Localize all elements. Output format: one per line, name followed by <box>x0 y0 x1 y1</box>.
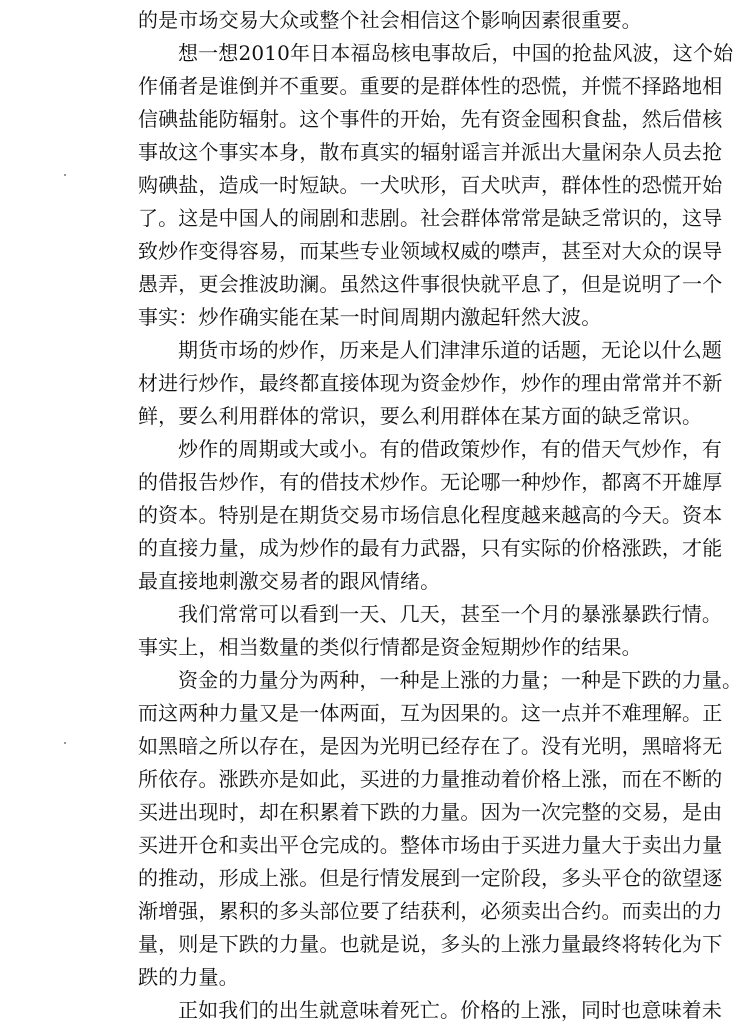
text-line: 如黑暗之所以存在，是因为光明已经存在了。没有光明，黑暗将无 <box>138 734 723 758</box>
text-line: 事故这个事实本身，散布真实的辐射谣言并派出大量闲杂人员去抢 <box>138 140 723 164</box>
text-line: 作俑者是谁倒并不重要。重要的是群体性的恐慌，并慌不择路地相 <box>138 74 723 98</box>
text-line: 致炒作变得容易，而某些专业领域权威的噤声，甚至对大众的误导 <box>138 239 723 263</box>
text-line: 的资本。特别是在期货交易市场信息化程度越来越高的今天。资本 <box>138 503 723 527</box>
text-line: 鲜，要么利用群体的常识，要么利用群体在某方面的缺乏常识。 <box>138 404 703 428</box>
text-line: 而这两种力量又是一体两面，互为因果的。这一点并不难理解。正 <box>138 701 723 725</box>
text-line: 了。这是中国人的闹剧和悲剧。社会群体常常是缺乏常识的，这导 <box>138 206 723 230</box>
text-line: 买进开仓和卖出平仓完成的。整体市场由于买进力量大于卖出力量 <box>138 833 723 857</box>
text-line: 购碘盐，造成一时短缺。一犬吠形，百犬吠声，群体性的恐慌开始 <box>138 173 723 197</box>
text-line: 买进出现时，却在积累着下跌的力量。因为一次完整的交易，是由 <box>138 800 723 824</box>
text-line: 跌的力量。 <box>138 965 239 989</box>
paragraph-first-line: 想一想2010年日本福岛核电事故后，中国的抢盐风波，这个始 <box>178 41 734 65</box>
paragraph-first-line: 我们常常可以看到一天、几天，甚至一个月的暴涨暴跌行情。 <box>178 602 723 626</box>
text-line: 的借报告炒作，有的借技术炒作。无论哪一种炒作，都离不开雄厚 <box>138 470 723 494</box>
text-line: 的直接力量，成为炒作的最有力武器，只有实际的价格涨跌，才能 <box>138 536 723 560</box>
text-line: 材进行炒作，最终都直接体现为资金炒作，炒作的理由常常并不新 <box>138 371 723 395</box>
text-line: 事实：炒作确实能在某一时间周期内激起轩然大波。 <box>138 305 602 329</box>
text-line: 渐增强，累积的多头部位要了结获利，必须卖出合约。而卖出的力 <box>138 899 723 923</box>
paragraph-first-line: 期货市场的炒作，历来是人们津津乐道的话题，无论以什么题 <box>178 338 723 362</box>
text-line: 事实上，相当数量的类似行情都是资金短期炒作的结果。 <box>138 635 642 659</box>
text-line: 所依存。涨跌亦是如此，买进的力量推动着价格上涨，而在不断的 <box>138 767 723 791</box>
text-line: 信碘盐能防辐射。这个事件的开始，先有资金囤积食盐，然后借核 <box>138 107 723 131</box>
text-line: 最直接地刺激交易者的跟风情绪。 <box>138 569 441 593</box>
text-line: 量，则是下跌的力量。也就是说，多头的上涨力量最终将转化为下 <box>138 932 723 956</box>
margin-dot <box>64 742 66 744</box>
paragraph-first-line: 资金的力量分为两种，一种是上涨的力量；一种是下跌的力量。 <box>178 668 742 692</box>
text-line: 愚弄，更会推波助澜。虽然这件事很快就平息了，但是说明了一个 <box>138 272 723 296</box>
margin-dot <box>64 174 66 176</box>
text-line: 的推动，形成上涨。但是行情发展到一定阶段，多头平仓的欲望逐 <box>138 866 723 890</box>
paragraph-first-line: 正如我们的出生就意味着死亡。价格的上涨，同时也意味着未 <box>178 998 723 1022</box>
paragraph-first-line: 炒作的周期或大或小。有的借政策炒作，有的借天气炒作，有 <box>178 437 723 461</box>
body-text <box>138 4 742 1027</box>
text-line: 的是市场交易大众或整个社会相信这个影响因素很重要。 <box>138 8 642 32</box>
